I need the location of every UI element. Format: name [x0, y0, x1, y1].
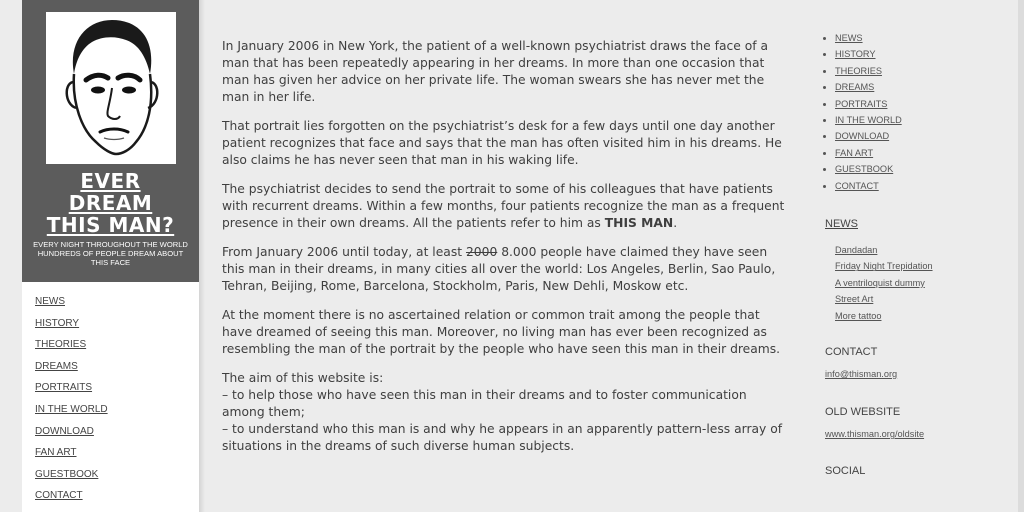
- left-nav-link-guestbook[interactable]: GUESTBOOK: [35, 468, 99, 480]
- site-title-line-3: THIS MAN?: [46, 213, 175, 237]
- sidebar-shadow: [199, 0, 205, 512]
- left-nav-item-in-the-world: [35, 402, 185, 424]
- left-nav-link-in-the-world[interactable]: IN THE WORLD: [35, 403, 108, 415]
- right-nav-item-fan-art: [835, 145, 1015, 161]
- site-title[interactable]: [22, 170, 199, 236]
- right-nav-link-guestbook[interactable]: GUESTBOOK: [835, 164, 894, 175]
- right-nav-link-history[interactable]: HISTORY: [835, 49, 876, 60]
- left-nav-link-portraits[interactable]: PORTRAITS: [35, 382, 93, 394]
- paragraph-4-start: From January 2006 until today, at least: [222, 245, 463, 259]
- right-edge-scrollbar[interactable]: [1018, 0, 1024, 512]
- news-link-friday-night-trepidation[interactable]: Friday Night Trepidation: [835, 261, 933, 272]
- right-nav-link-theories[interactable]: THEORIES: [835, 65, 882, 76]
- left-nav-link-download[interactable]: DOWNLOAD: [35, 425, 94, 437]
- right-nav-item-guestbook: [835, 161, 1015, 177]
- right-nav-link-in-the-world[interactable]: IN THE WORLD: [835, 115, 902, 126]
- right-nav-link-fan-art[interactable]: FAN ART: [835, 147, 874, 158]
- left-nav-item-portraits: [35, 380, 185, 402]
- news-item: [835, 308, 1015, 324]
- right-sidebar: [825, 30, 1015, 477]
- right-nav-item-dreams: [835, 79, 1015, 95]
- news-item: [835, 258, 1015, 274]
- news-item: [835, 275, 1015, 291]
- right-nav-item-in-the-world: [835, 112, 1015, 128]
- main-content: [222, 38, 792, 467]
- site-title-line-2: DREAM: [68, 191, 153, 215]
- news-item: [835, 291, 1015, 307]
- news-heading[interactable]: NEWS: [825, 218, 858, 230]
- contact-email-link[interactable]: info@thisman.org: [825, 369, 898, 379]
- aim-item-2: – to understand who this man is and why he appears in an apparently pattern-less array of situations in the dreams of such diverse human subjects.: [222, 422, 783, 453]
- contact-heading: CONTACT: [825, 346, 878, 358]
- intro-paragraph-4: [222, 244, 792, 295]
- aim-item-1: – to help those who have seen this man in their dreams and to foster communication among them;: [222, 388, 747, 419]
- social-heading: SOCIAL: [825, 465, 866, 477]
- left-nav-item-dreams: [35, 359, 185, 381]
- news-link-ventriloquist-dummy[interactable]: A ventriloquist dummy: [835, 277, 925, 288]
- news-link-street-art[interactable]: Street Art: [835, 294, 874, 305]
- portrait-drawing-icon: [46, 12, 176, 164]
- left-nav-link-news[interactable]: NEWS: [35, 296, 65, 307]
- aims-paragraph: [222, 370, 792, 455]
- old-website-link[interactable]: www.thisman.org/oldsite: [825, 429, 925, 439]
- right-nav-link-contact[interactable]: CONTACT: [835, 180, 879, 191]
- right-nav: [825, 30, 1015, 194]
- right-nav-link-portraits[interactable]: PORTRAITS: [835, 98, 888, 109]
- paragraph-4-rest: 8.000 people have claimed they have seen this man in their dreams, in many cities all over the world: Los Angeles, Berlin, Sao Paulo, Tehran, Beijing, Rome, Barcelona, Stockholm, Paris, New Dehli, Moskow etc.: [222, 245, 776, 293]
- news-list: [835, 242, 1015, 324]
- paragraph-3-text: The psychiatrist decides to send the portrait to some of his colleagues that have patients with recurrent dreams. Within a few months, four patients recognize the man as a frequent presence in their own dreams. All the patients refer to him as: [222, 182, 785, 230]
- old-website-heading: OLD WEBSITE: [825, 406, 901, 418]
- left-nav-item-news: [35, 294, 185, 316]
- left-nav-item-contact: [35, 488, 185, 510]
- struck-count: 2000: [465, 245, 498, 259]
- site-tagline: EVERY NIGHT THROUGHOUT THE WORLD HUNDREDS OF PEOPLE DREAM ABOUT THIS FACE: [33, 240, 188, 267]
- right-nav-item-download: [835, 128, 1015, 144]
- intro-paragraph-2: That portrait lies forgotten on the psychiatrist’s desk for a few days until one day another patient recognizes that face and says that the man has often visited him in his dreams. He also claims he has never seen that man in his waking life.: [222, 119, 782, 167]
- right-nav-item-news: [835, 30, 1015, 46]
- intro-paragraph-3: [222, 181, 792, 232]
- left-nav-link-contact[interactable]: CONTACT: [35, 490, 83, 502]
- right-nav-item-contact: [835, 178, 1015, 194]
- site-logo-block[interactable]: [22, 0, 199, 282]
- this-man-portrait: [46, 12, 176, 164]
- left-nav-link-dreams[interactable]: DREAMS: [35, 360, 78, 372]
- left-nav-item-download: [35, 424, 185, 446]
- news-link-dandadan[interactable]: Dandadan: [835, 245, 878, 255]
- left-nav-item-guestbook: [35, 467, 185, 489]
- left-nav-link-history[interactable]: HISTORY: [35, 317, 80, 329]
- right-nav-item-portraits: [835, 96, 1015, 112]
- left-nav-link-theories[interactable]: THEORIES: [35, 339, 87, 351]
- right-nav-link-news[interactable]: NEWS: [835, 33, 863, 43]
- left-sidebar: [22, 0, 199, 512]
- left-nav-item-history: [35, 316, 185, 338]
- left-nav-item-fan-art: [35, 445, 185, 467]
- outer-background: [0, 0, 22, 512]
- left-nav: [35, 294, 185, 510]
- left-nav-link-fan-art[interactable]: FAN ART: [35, 447, 77, 459]
- right-nav-item-theories: [835, 63, 1015, 79]
- this-man-emphasis: THIS MAN: [604, 216, 674, 230]
- site-title-line-1: EVER: [80, 169, 141, 193]
- left-nav-item-theories: [35, 337, 185, 359]
- intro-paragraph-5: At the moment there is no ascertained relation or common trait among the people that have dreamed of seeing this man. Moreover, no living man has ever been recognized as resembling the man of the portrait by the people who have seen this man in their dreams.: [222, 308, 781, 356]
- right-nav-link-download[interactable]: DOWNLOAD: [835, 131, 890, 142]
- intro-paragraph-1: In January 2006 in New York, the patient of a well-known psychiatrist draws the face of a man that has been repeatedly appearing in her dreams. In more than one occasion that man has given her advice on her private life. The woman swears she has never met the man in her life.: [222, 39, 769, 104]
- news-item: [835, 242, 1015, 258]
- right-nav-link-dreams[interactable]: DREAMS: [835, 82, 875, 93]
- aims-heading: The aim of this website is:: [222, 371, 384, 385]
- paragraph-3-end: .: [673, 216, 678, 230]
- right-nav-item-history: [835, 46, 1015, 62]
- news-link-more-tattoo[interactable]: More tattoo: [835, 310, 882, 321]
